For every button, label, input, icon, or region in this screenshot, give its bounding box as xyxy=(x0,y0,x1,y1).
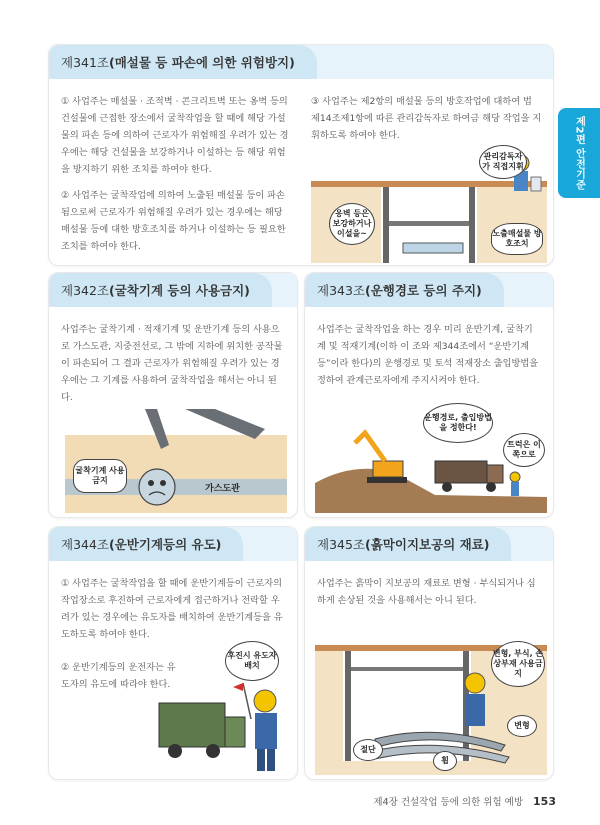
truck-direction-bubble xyxy=(503,433,545,467)
guide-speech-bubble xyxy=(225,641,279,681)
route-bubble-text: 운행경로, 출입방법을 정한다! xyxy=(424,413,492,432)
section-341-paragraph-3: ③ 사업주는 제2항의 매설물 등의 방호작업에 대하여 법 제14조제1항에 따른 관리감독자로 하여금 해당 작업을 지휘하도록 하여야 한다. xyxy=(311,96,542,141)
section-343-title xyxy=(305,273,504,307)
section-345-heading: (흙막이지보공의 재료) xyxy=(365,537,490,552)
section-345-paragraph-1: 사업주는 흙막이 지보공의 재료로 변형 · 부식되거나 심하게 손상된 것을 사용해서는 아니 된다. xyxy=(317,578,536,606)
deform-label-bubble xyxy=(507,715,537,737)
truck-guide-drawing xyxy=(153,623,293,775)
section-343-paragraph-1: 사업주는 굴착작업을 하는 경우 미리 운반기계, 굴착기계 및 적재기계(이하 이 조와 제344조에서 “운반기계등”이라 한다)의 운행경로 및 토석 적재장소 출입방법을 정하여 관계근로자에게 주지시켜야 한다. xyxy=(317,324,539,386)
section-344-illustration xyxy=(153,623,293,775)
deform-label-text: 변형 xyxy=(514,721,530,730)
section-341-title xyxy=(49,45,317,79)
footer-chapter: 제4장 건설작업 등에 의한 위험 예방 xyxy=(373,797,524,808)
page-number: 153 xyxy=(533,795,556,808)
side-section-tab[interactable] xyxy=(558,108,600,198)
section-343-header xyxy=(305,273,553,307)
gas-pipe-label xyxy=(205,481,240,494)
cut-label-text: 절단 xyxy=(360,745,376,754)
section-344-paragraph-2: ② 운반기계등의 운전자는 유도자의 유도에 따라야 한다. xyxy=(61,662,176,690)
section-343-heading: (운행경로 등의 주지) xyxy=(365,283,482,298)
section-341-paragraph-1: ① 사업주는 매설물 · 조적벽 · 콘크리트벽 또는 옹벽 등의 건설물에 근접한 장소에서 굴착작업을 할 때에 해당 가설물의 파손 등에 의하여 근로자가 위험해질 우려가 있는 경우에는 해당 건설물을 보강하거나 이설하는 등 해당 위험을 방지하기 위한 조치를 하여야 한다. xyxy=(61,96,289,175)
gas-pipe-label-text: 가스도관 xyxy=(205,484,240,494)
bend-label-bubble xyxy=(433,751,457,771)
section-345-text xyxy=(317,575,541,618)
truck-direction-text: 트럭은 이쪽으로 xyxy=(507,440,541,459)
section-342-number: 제342조 xyxy=(61,283,110,298)
section-341-header xyxy=(49,45,553,79)
section-344-card xyxy=(48,526,298,780)
material-ban-text: 변형, 부식, 손상부재 사용금지 xyxy=(492,649,544,678)
section-342-illustration xyxy=(65,409,287,513)
section-341-illustration xyxy=(311,143,547,263)
section-342-paragraph-1: 사업주는 굴착기계 · 적재기계 및 운반기계 등의 사용으로 가스도관, 지중전선로, 그 밖에 지하에 위치한 공작물이 파손되어 그 결과 근로자가 위험해질 우려가 있는 경우에는 그 기계를 사용하여 굴착작업을 해서는 아니 된다. xyxy=(61,324,283,403)
section-345-number: 제345조 xyxy=(317,537,366,552)
section-343-text xyxy=(317,321,541,398)
supervisor-speech-bubble xyxy=(479,145,527,179)
side-tab-label: 제2편 안전기준 xyxy=(573,115,585,191)
section-344-heading: (운반기계등의 유도) xyxy=(109,537,222,552)
section-344-title xyxy=(49,527,243,561)
page-footer xyxy=(373,794,556,808)
section-343-illustration xyxy=(315,403,547,513)
section-345-header xyxy=(305,527,553,561)
material-ban-bubble xyxy=(491,641,545,687)
section-342-heading: (굴착기계 등의 사용금지) xyxy=(109,283,250,298)
excavator-ban-bubble xyxy=(73,459,127,493)
section-345-title xyxy=(305,527,511,561)
guide-bubble-text: 후진시 유도자 배치 xyxy=(227,651,277,670)
bend-label-text: 휨 xyxy=(441,756,449,765)
section-341-number: 제341조 xyxy=(61,55,110,70)
supervisor-bubble-text: 관리감독자가 직접지휘 xyxy=(482,152,524,171)
section-342-header xyxy=(49,273,297,307)
section-343-card xyxy=(304,272,554,518)
section-345-illustration xyxy=(315,627,547,775)
cut-label-bubble xyxy=(353,739,383,761)
route-speech-bubble xyxy=(423,403,493,443)
excavator-ban-text: 굴착기계 사용금지 xyxy=(75,466,125,485)
section-344-number: 제344조 xyxy=(61,537,110,552)
wall-bubble-text: 옹벽 등은 보강하거나 이설을~ xyxy=(332,209,372,238)
section-341-heading: (매설물 등 파손에 의한 위험방지) xyxy=(109,55,295,70)
section-344-paragraph-1: ① 사업주는 굴착작업을 할 때에 운반기계등이 근로자의 작업장소로 후진하여 근로자에게 접근하거나 전락할 우려가 있는 경우에는 유도자를 배치하여 운반기계등을 유도하도록 하여야 한다. xyxy=(61,578,283,640)
section-343-number: 제343조 xyxy=(317,283,366,298)
pipe-bubble-text: 노출매설물 방호조치 xyxy=(492,229,542,248)
section-341-card xyxy=(48,44,554,266)
section-341-left-text xyxy=(61,93,293,264)
section-342-card xyxy=(48,272,298,518)
section-342-text xyxy=(61,321,285,415)
section-345-card xyxy=(304,526,554,780)
section-342-title xyxy=(49,273,272,307)
pipe-speech-bubble xyxy=(491,223,543,255)
wall-speech-bubble xyxy=(329,203,375,245)
section-341-paragraph-2: ② 사업주는 굴착작업에 의하여 노출된 매설물 등이 파손됨으로써 근로자가 위험해질 우려가 있는 경우에는 해당 매설물 등에 대한 방호조치를 하거나 이설하는 등 필요한 조치를 하여야 한다. xyxy=(61,190,286,252)
section-344-header xyxy=(49,527,297,561)
